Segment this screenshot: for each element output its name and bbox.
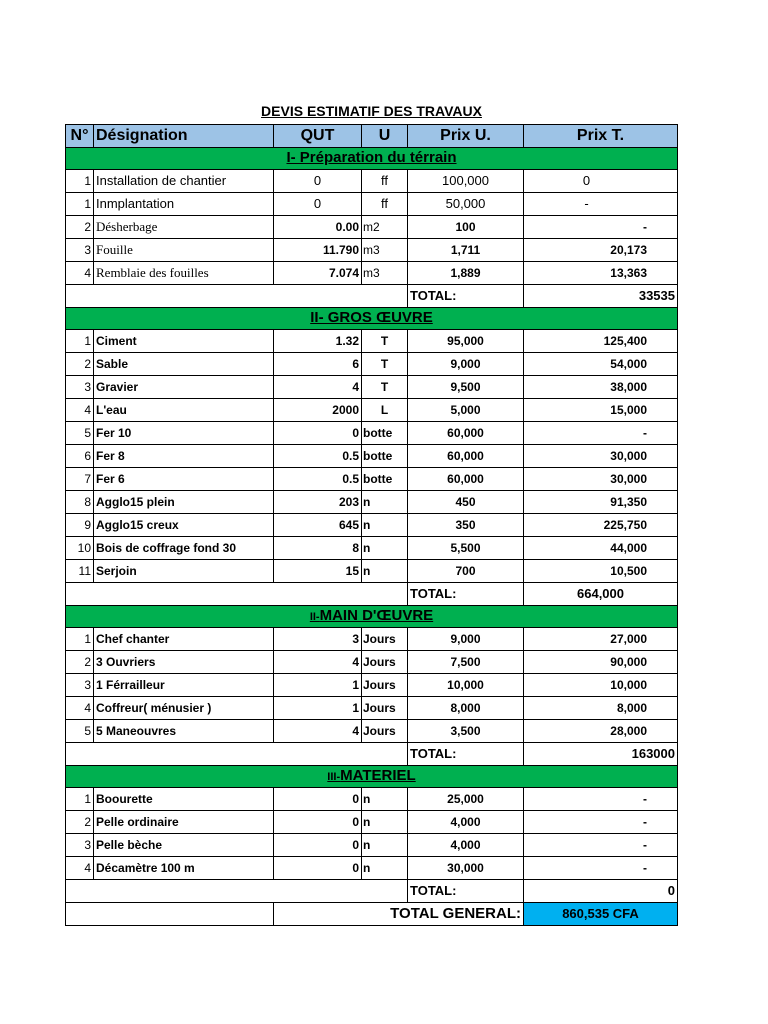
row-quantity: 8 (274, 537, 362, 560)
row-number: 1 (66, 170, 94, 193)
row-unit: n (362, 537, 408, 560)
row-number: 4 (66, 262, 94, 285)
row-unit: n (362, 811, 408, 834)
row-unit-price: 700 (408, 560, 524, 583)
row-designation: Chef chanter (94, 628, 274, 651)
row-total-price: 30,000 (524, 468, 678, 491)
total-spacer (66, 743, 408, 766)
row-quantity: 1 (274, 674, 362, 697)
table-row (66, 811, 678, 834)
row-number: 2 (66, 651, 94, 674)
row-unit-price: 9,000 (408, 628, 524, 651)
section-header (66, 606, 678, 628)
section-title (66, 148, 678, 170)
row-number: 11 (66, 560, 94, 583)
row-number: 10 (66, 537, 94, 560)
row-quantity: 0 (274, 788, 362, 811)
table-row (66, 170, 678, 193)
row-designation: Désherbage (94, 216, 274, 239)
grand-total-value: 860,535 CFA (524, 903, 678, 926)
header-no: N° (66, 125, 94, 148)
row-unit: n (362, 560, 408, 583)
table-row (66, 491, 678, 514)
row-unit: m3 (362, 262, 408, 285)
section-header (66, 308, 678, 330)
row-unit-price: 100,000 (408, 170, 524, 193)
row-unit-price: 25,000 (408, 788, 524, 811)
row-unit-price: 9,000 (408, 353, 524, 376)
row-unit-price: 350 (408, 514, 524, 537)
row-total-price: 44,000 (524, 537, 678, 560)
row-unit: Jours (362, 651, 408, 674)
row-number: 2 (66, 811, 94, 834)
section-title (66, 766, 678, 788)
section-header (66, 148, 678, 170)
row-designation: 5 Maneouvres (94, 720, 274, 743)
row-designation: Bois de coffrage fond 30 (94, 537, 274, 560)
row-designation: 3 Ouvriers (94, 651, 274, 674)
row-total-price: 54,000 (524, 353, 678, 376)
row-quantity: 6 (274, 353, 362, 376)
row-designation: Coffreur( ménusier ) (94, 697, 274, 720)
total-label: TOTAL: (408, 880, 524, 903)
row-designation: Pelle bèche (94, 834, 274, 857)
row-quantity: 0 (274, 170, 362, 193)
table-row (66, 628, 678, 651)
section-prefix: III- (327, 771, 341, 783)
row-number: 7 (66, 468, 94, 491)
row-unit-price: 5,000 (408, 399, 524, 422)
total-label: TOTAL: (408, 285, 524, 308)
row-unit-price: 100 (408, 216, 524, 239)
row-total-price: 28,000 (524, 720, 678, 743)
table-row (66, 857, 678, 880)
row-total-price: - (524, 193, 678, 216)
table-row (66, 674, 678, 697)
row-quantity: 2000 (274, 399, 362, 422)
row-total-price: - (524, 811, 678, 834)
section-total-row (66, 880, 678, 903)
header-designation: Désignation (94, 125, 274, 148)
row-total-price: 91,350 (524, 491, 678, 514)
header-qut: QUT (274, 125, 362, 148)
row-unit: ff (362, 193, 408, 216)
row-designation: Fouille (94, 239, 274, 262)
header-u: U (362, 125, 408, 148)
row-unit: Jours (362, 674, 408, 697)
row-unit: botte (362, 422, 408, 445)
row-unit: botte (362, 468, 408, 491)
row-number: 4 (66, 857, 94, 880)
row-unit: Jours (362, 697, 408, 720)
row-total-price: - (524, 422, 678, 445)
row-quantity: 7.074 (274, 262, 362, 285)
section-prefix: II- (309, 611, 320, 623)
row-unit-price: 9,500 (408, 376, 524, 399)
table-row (66, 560, 678, 583)
table-row (66, 651, 678, 674)
table-row (66, 262, 678, 285)
row-quantity: 203 (274, 491, 362, 514)
row-designation: Sable (94, 353, 274, 376)
table-row (66, 514, 678, 537)
row-quantity: 0.5 (274, 445, 362, 468)
table-row (66, 399, 678, 422)
row-quantity: 1 (274, 697, 362, 720)
row-unit: n (362, 491, 408, 514)
total-label: TOTAL: (408, 743, 524, 766)
row-designation: Boourette (94, 788, 274, 811)
row-total-price: 0 (524, 170, 678, 193)
total-value: 33535 (524, 285, 678, 308)
row-unit: L (362, 399, 408, 422)
row-designation: Décamètre 100 m (94, 857, 274, 880)
row-unit: Jours (362, 628, 408, 651)
row-quantity: 3 (274, 628, 362, 651)
total-spacer (66, 880, 408, 903)
header-prix-t: Prix T. (524, 125, 678, 148)
table-row (66, 376, 678, 399)
row-unit: n (362, 514, 408, 537)
row-total-price: 38,000 (524, 376, 678, 399)
row-designation: Agglo15 creux (94, 514, 274, 537)
table-row (66, 834, 678, 857)
row-unit-price: 60,000 (408, 445, 524, 468)
row-unit-price: 95,000 (408, 330, 524, 353)
row-quantity: 1.32 (274, 330, 362, 353)
section-name: MATERIEL (340, 767, 416, 784)
section-title (66, 308, 678, 330)
row-designation: Agglo15 plein (94, 491, 274, 514)
row-unit-price: 1,889 (408, 262, 524, 285)
row-total-price: 27,000 (524, 628, 678, 651)
row-quantity: 4 (274, 376, 362, 399)
row-total-price: 20,173 (524, 239, 678, 262)
row-quantity: 645 (274, 514, 362, 537)
row-total-price: - (524, 857, 678, 880)
row-unit: T (362, 353, 408, 376)
row-unit: T (362, 330, 408, 353)
row-quantity: 15 (274, 560, 362, 583)
row-number: 5 (66, 720, 94, 743)
row-number: 9 (66, 514, 94, 537)
row-number: 4 (66, 697, 94, 720)
section-total-row (66, 285, 678, 308)
row-quantity: 0 (274, 857, 362, 880)
row-unit-price: 7,500 (408, 651, 524, 674)
row-unit-price: 10,000 (408, 674, 524, 697)
row-quantity: 0 (274, 811, 362, 834)
section-name: I- Préparation du térrain (286, 149, 457, 166)
row-designation: Serjoin (94, 560, 274, 583)
row-unit-price: 4,000 (408, 834, 524, 857)
grand-total-label: TOTAL GENERAL: (274, 903, 524, 926)
section-name: II- GROS ŒUVRE (310, 309, 433, 326)
row-total-price: 8,000 (524, 697, 678, 720)
row-designation: Fer 8 (94, 445, 274, 468)
row-number: 1 (66, 788, 94, 811)
row-number: 3 (66, 376, 94, 399)
row-quantity: 0.5 (274, 468, 362, 491)
row-unit: n (362, 834, 408, 857)
section-header (66, 766, 678, 788)
row-unit-price: 8,000 (408, 697, 524, 720)
row-designation: Installation de chantier (94, 170, 274, 193)
row-designation: Fer 6 (94, 468, 274, 491)
row-unit-price: 60,000 (408, 468, 524, 491)
grand-total-spacer (66, 903, 274, 926)
row-number: 3 (66, 834, 94, 857)
row-unit-price: 3,500 (408, 720, 524, 743)
row-number: 1 (66, 193, 94, 216)
row-unit: T (362, 376, 408, 399)
row-number: 6 (66, 445, 94, 468)
row-quantity: 0 (274, 834, 362, 857)
row-unit: Jours (362, 720, 408, 743)
row-number: 3 (66, 239, 94, 262)
total-value: 664,000 (524, 583, 678, 606)
row-unit: m3 (362, 239, 408, 262)
row-designation: Inmplantation (94, 193, 274, 216)
row-total-price: 10,000 (524, 674, 678, 697)
row-total-price: 30,000 (524, 445, 678, 468)
row-designation: L'eau (94, 399, 274, 422)
row-total-price: 13,363 (524, 262, 678, 285)
row-designation: 1 Férrailleur (94, 674, 274, 697)
total-value: 163000 (524, 743, 678, 766)
section-total-row (66, 583, 678, 606)
row-unit-price: 5,500 (408, 537, 524, 560)
row-unit: m2 (362, 216, 408, 239)
grand-total-row (66, 903, 678, 926)
row-designation: Gravier (94, 376, 274, 399)
document-title: DEVIS ESTIMATIF DES TRAVAUX (261, 103, 482, 119)
row-designation: Pelle ordinaire (94, 811, 274, 834)
total-spacer (66, 583, 408, 606)
section-name: MAIN D'ŒUVRE (319, 607, 434, 624)
row-unit: n (362, 857, 408, 880)
table-row (66, 697, 678, 720)
row-number: 3 (66, 674, 94, 697)
row-unit: botte (362, 445, 408, 468)
row-total-price: 15,000 (524, 399, 678, 422)
row-total-price: - (524, 834, 678, 857)
table-row (66, 537, 678, 560)
row-unit: n (362, 788, 408, 811)
row-total-price: 90,000 (524, 651, 678, 674)
row-designation: Fer 10 (94, 422, 274, 445)
table-row (66, 445, 678, 468)
row-quantity: 0 (274, 422, 362, 445)
estimate-table (65, 124, 678, 926)
row-number: 1 (66, 628, 94, 651)
row-designation: Remblaie des fouilles (94, 262, 274, 285)
row-total-price: - (524, 788, 678, 811)
row-unit-price: 60,000 (408, 422, 524, 445)
section-total-row (66, 743, 678, 766)
row-unit-price: 30,000 (408, 857, 524, 880)
table-row (66, 353, 678, 376)
row-unit-price: 450 (408, 491, 524, 514)
row-quantity: 4 (274, 651, 362, 674)
table-row (66, 468, 678, 491)
row-quantity: 11.790 (274, 239, 362, 262)
section-title (66, 606, 678, 628)
row-unit: ff (362, 170, 408, 193)
row-number: 1 (66, 330, 94, 353)
table-row (66, 216, 678, 239)
row-total-price: 10,500 (524, 560, 678, 583)
table-row (66, 330, 678, 353)
total-value: 0 (524, 880, 678, 903)
row-quantity: 4 (274, 720, 362, 743)
row-number: 2 (66, 353, 94, 376)
table-row (66, 720, 678, 743)
row-total-price: 225,750 (524, 514, 678, 537)
row-total-price: 125,400 (524, 330, 678, 353)
row-designation: Ciment (94, 330, 274, 353)
row-number: 2 (66, 216, 94, 239)
total-label: TOTAL: (408, 583, 524, 606)
table-row (66, 193, 678, 216)
row-total-price: - (524, 216, 678, 239)
row-quantity: 0.00 (274, 216, 362, 239)
table-row (66, 422, 678, 445)
table-row (66, 239, 678, 262)
total-spacer (66, 285, 408, 308)
table-row (66, 788, 678, 811)
header-prix-u: Prix U. (408, 125, 524, 148)
row-unit-price: 1,711 (408, 239, 524, 262)
row-number: 4 (66, 399, 94, 422)
row-number: 5 (66, 422, 94, 445)
row-quantity: 0 (274, 193, 362, 216)
row-unit-price: 50,000 (408, 193, 524, 216)
table-header-row (66, 125, 678, 148)
row-number: 8 (66, 491, 94, 514)
row-unit-price: 4,000 (408, 811, 524, 834)
